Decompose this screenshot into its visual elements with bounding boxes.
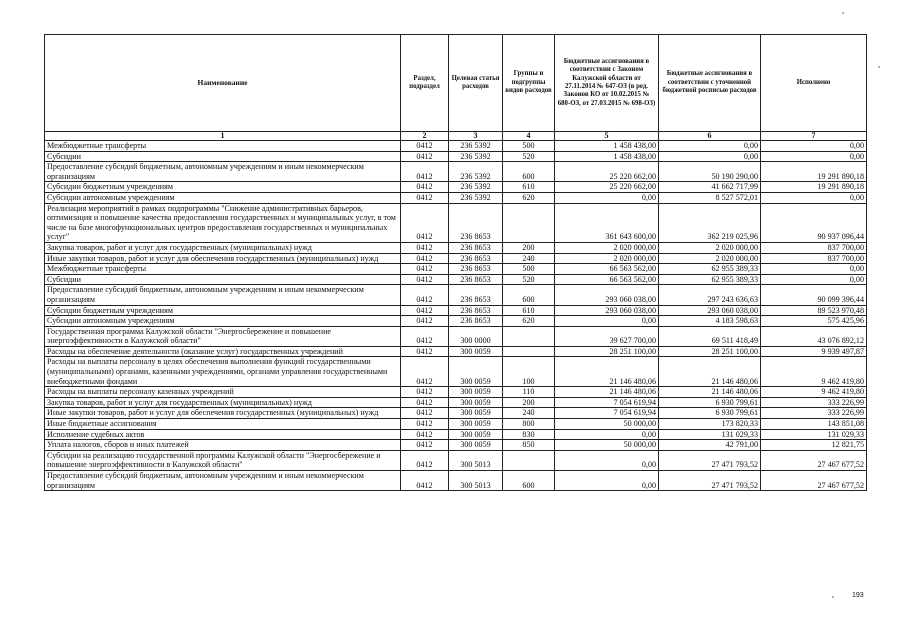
header-budget-refined: Бюджетные ассигнования в соответствии с уточненной бюджетной росписью расходов [659, 35, 761, 132]
row-execution: 27 467 677,52 [761, 471, 867, 491]
row-name: Субсидии бюджетным учреждениям [45, 182, 401, 193]
row-budget-law: 361 643 600,00 [555, 203, 659, 242]
row-name: Предоставление субсидий бюджетным, автономным учреждениям и иным некоммерческим организациям [45, 471, 401, 491]
row-execution: 9 939 497,87 [761, 346, 867, 357]
row-budget-law: 293 060 038,00 [555, 305, 659, 316]
row-name: Исполнение судебных актов [45, 429, 401, 440]
row-budget-refined: 28 251 100,00 [659, 346, 761, 357]
row-name: Закупка товаров, работ и услуг для государственных (муниципальных) нужд [45, 397, 401, 408]
row-name: Иные закупки товаров, работ и услуг для обеспечения государственных (муниципальных) нужд [45, 408, 401, 419]
row-target-article: 236 8653 [449, 274, 503, 285]
header-execution: Исполнено [761, 35, 867, 132]
row-name: Предоставление субсидий бюджетным, автономным учреждениям и иным некоммерческим организациям [45, 162, 401, 182]
row-budget-law: 1 458 438,00 [555, 141, 659, 152]
row-name: Закупка товаров, работ и услуг для государственных (муниципальных) нужд [45, 242, 401, 253]
row-budget-law: 21 146 480,06 [555, 387, 659, 398]
row-budget-refined: 62 955 389,33 [659, 274, 761, 285]
table-row [45, 203, 867, 242]
row-section: 0412 [401, 316, 449, 327]
row-section: 0412 [401, 326, 449, 346]
row-name: Субсидии автономным учреждениям [45, 192, 401, 203]
table-row [45, 471, 867, 491]
table-row [45, 162, 867, 182]
row-name: Расходы на обеспечение деятельности (оказание услуг) государственных учреждений [45, 346, 401, 357]
row-budget-law: 66 563 562,00 [555, 264, 659, 275]
row-execution: 575 425,96 [761, 316, 867, 327]
row-budget-refined: 4 183 598,63 [659, 316, 761, 327]
row-section: 0412 [401, 346, 449, 357]
row-budget-refined: 362 219 025,96 [659, 203, 761, 242]
row-budget-law: 0,00 [555, 316, 659, 327]
row-section: 0412 [401, 357, 449, 387]
row-expense-group: 240 [503, 253, 555, 264]
row-target-article: 300 0059 [449, 440, 503, 451]
row-expense-group: 100 [503, 357, 555, 387]
row-expense-group: 520 [503, 151, 555, 162]
row-section: 0412 [401, 203, 449, 242]
row-budget-law: 25 220 662,00 [555, 162, 659, 182]
row-section: 0412 [401, 471, 449, 491]
row-execution: 0,00 [761, 274, 867, 285]
row-budget-law: 39 627 700,00 [555, 326, 659, 346]
row-expense-group: 200 [503, 397, 555, 408]
row-target-article: 236 8653 [449, 264, 503, 275]
row-target-article: 236 8653 [449, 242, 503, 253]
row-budget-refined: 173 820,33 [659, 419, 761, 430]
row-name: Иные закупки товаров, работ и услуг для обеспечения государственных (муниципальных) нужд [45, 253, 401, 264]
table-row [45, 253, 867, 264]
row-budget-refined: 62 955 389,33 [659, 264, 761, 275]
header-budget-law: Бюджетные ассигнования в соответствии с Законом Калужской области от 27.11.2014 № 647-ОЗ (в ред. Законов КО от 10.02.2015 № 680-ОЗ, от 27.03.2015 № 698-ОЗ) [555, 35, 659, 132]
table-row [45, 408, 867, 419]
row-execution: 0,00 [761, 151, 867, 162]
row-name: Межбюджетные трансферты [45, 141, 401, 152]
row-execution: 19 291 890,18 [761, 162, 867, 182]
row-execution: 0,00 [761, 264, 867, 275]
row-section: 0412 [401, 440, 449, 451]
row-execution: 89 523 970,48 [761, 305, 867, 316]
row-budget-law: 2 020 000,00 [555, 253, 659, 264]
table-row [45, 440, 867, 451]
row-name: Субсидии [45, 274, 401, 285]
table-row [45, 192, 867, 203]
header-name: Наименование [45, 35, 401, 132]
row-expense-group: 600 [503, 285, 555, 305]
row-section: 0412 [401, 151, 449, 162]
row-target-article: 236 8653 [449, 285, 503, 305]
row-target-article: 300 0059 [449, 397, 503, 408]
table-row [45, 285, 867, 305]
table-body [45, 141, 867, 491]
column-number: 2 [401, 132, 449, 141]
row-name: Субсидии автономным учреждениям [45, 316, 401, 327]
row-expense-group: 600 [503, 471, 555, 491]
row-expense-group [503, 346, 555, 357]
row-section: 0412 [401, 192, 449, 203]
row-section: 0412 [401, 274, 449, 285]
row-target-article: 236 8653 [449, 316, 503, 327]
row-execution: 837 700,00 [761, 253, 867, 264]
row-target-article: 300 0059 [449, 429, 503, 440]
row-budget-refined: 293 060 038,00 [659, 305, 761, 316]
row-expense-group: 500 [503, 264, 555, 275]
row-name: Государственная программа Калужской области "Энергосбережение и повышение энергоэффективности в Калужской области" [45, 326, 401, 346]
row-expense-group: 610 [503, 182, 555, 193]
row-execution: 90 937 096,44 [761, 203, 867, 242]
table-row [45, 397, 867, 408]
row-target-article: 236 8653 [449, 253, 503, 264]
row-budget-refined: 41 662 717,99 [659, 182, 761, 193]
row-target-article: 300 0059 [449, 357, 503, 387]
row-target-article: 300 0059 [449, 408, 503, 419]
column-number: 4 [503, 132, 555, 141]
row-budget-law: 28 251 100,00 [555, 346, 659, 357]
row-name: Межбюджетные трансферты [45, 264, 401, 275]
row-budget-refined: 0,00 [659, 151, 761, 162]
table-row [45, 419, 867, 430]
column-number: 1 [45, 132, 401, 141]
table-row [45, 387, 867, 398]
row-name: Реализация мероприятий в рамках подпрограммы "Снижение административных барьеров, оптимизация и повышение качества предоставления государственных и муниципальных услуг, в том числе на базе многофункциональных центров предоставления государственных и муниципальных услуг" [45, 203, 401, 242]
row-budget-refined: 8 527 572,01 [659, 192, 761, 203]
table-row [45, 151, 867, 162]
row-target-article: 300 0059 [449, 387, 503, 398]
row-execution: 12 821,75 [761, 440, 867, 451]
row-execution: 9 462 419,80 [761, 357, 867, 387]
column-number: 7 [761, 132, 867, 141]
row-budget-refined: 69 511 418,49 [659, 326, 761, 346]
row-execution: 131 029,33 [761, 429, 867, 440]
column-number: 6 [659, 132, 761, 141]
row-budget-law: 0,00 [555, 429, 659, 440]
table-row [45, 316, 867, 327]
budget-table [44, 34, 867, 491]
row-section: 0412 [401, 182, 449, 193]
row-execution: 333 226,99 [761, 397, 867, 408]
row-section: 0412 [401, 419, 449, 430]
row-budget-law: 66 563 562,00 [555, 274, 659, 285]
row-budget-refined: 27 471 793,52 [659, 471, 761, 491]
row-budget-refined: 0,00 [659, 141, 761, 152]
row-target-article: 236 5392 [449, 162, 503, 182]
table-row [45, 264, 867, 275]
row-budget-refined: 6 930 799,61 [659, 397, 761, 408]
row-expense-group: 800 [503, 419, 555, 430]
row-name: Расходы на выплаты персоналу казенных учреждений [45, 387, 401, 398]
row-expense-group: 110 [503, 387, 555, 398]
row-section: 0412 [401, 162, 449, 182]
row-section: 0412 [401, 429, 449, 440]
row-expense-group: 520 [503, 274, 555, 285]
row-target-article: 236 5392 [449, 192, 503, 203]
row-execution: 90 099 396,44 [761, 285, 867, 305]
row-execution: 0,00 [761, 192, 867, 203]
column-number-row [45, 132, 867, 141]
row-expense-group [503, 450, 555, 470]
row-execution: 0,00 [761, 141, 867, 152]
column-number: 5 [555, 132, 659, 141]
row-section: 0412 [401, 264, 449, 275]
row-name: Предоставление субсидий бюджетным, автономным учреждениям и иным некоммерческим организациям [45, 285, 401, 305]
row-execution: 143 851,08 [761, 419, 867, 430]
row-budget-law: 25 220 662,00 [555, 182, 659, 193]
row-target-article: 236 5392 [449, 151, 503, 162]
row-budget-law: 0,00 [555, 450, 659, 470]
row-name: Уплата налогов, сборов и иных платежей [45, 440, 401, 451]
row-expense-group: 610 [503, 305, 555, 316]
row-target-article: 236 8653 [449, 305, 503, 316]
header-target-article: Целевая статья расходов [449, 35, 503, 132]
row-budget-law: 1 458 438,00 [555, 151, 659, 162]
row-expense-group [503, 326, 555, 346]
scan-speck [878, 66, 880, 68]
row-budget-refined: 21 146 480,06 [659, 387, 761, 398]
row-execution: 43 076 892,12 [761, 326, 867, 346]
row-budget-law: 0,00 [555, 192, 659, 203]
row-budget-refined: 131 029,33 [659, 429, 761, 440]
row-budget-refined: 2 020 000,00 [659, 242, 761, 253]
row-budget-law: 21 146 480,06 [555, 357, 659, 387]
row-section: 0412 [401, 387, 449, 398]
row-budget-refined: 50 190 290,00 [659, 162, 761, 182]
row-section: 0412 [401, 285, 449, 305]
table-row [45, 242, 867, 253]
row-execution: 19 291 890,18 [761, 182, 867, 193]
table-row [45, 450, 867, 470]
row-budget-refined: 27 471 793,52 [659, 450, 761, 470]
row-budget-refined: 21 146 480,06 [659, 357, 761, 387]
page-number: 193 [852, 592, 864, 599]
row-name: Расходы на выплаты персоналу в целях обеспечения выполнения функций государственными (муниципальными) органами, казенными учреждениями, органами управления государственными внебюджетными фондами [45, 357, 401, 387]
header-section: Раздел, подраздел [401, 35, 449, 132]
row-budget-law: 50 000,00 [555, 419, 659, 430]
row-target-article: 300 0059 [449, 346, 503, 357]
row-budget-refined: 6 930 799,61 [659, 408, 761, 419]
row-execution: 27 467 677,52 [761, 450, 867, 470]
row-expense-group: 620 [503, 316, 555, 327]
row-budget-refined: 2 020 000,00 [659, 253, 761, 264]
row-name: Иные бюджетные ассигнования [45, 419, 401, 430]
row-section: 0412 [401, 397, 449, 408]
row-execution: 9 462 419,80 [761, 387, 867, 398]
row-target-article: 236 5392 [449, 141, 503, 152]
header-groups: Группы и подгруппы видов расходов [503, 35, 555, 132]
row-section: 0412 [401, 305, 449, 316]
row-expense-group: 850 [503, 440, 555, 451]
row-name: Субсидии [45, 151, 401, 162]
row-target-article: 300 0059 [449, 419, 503, 430]
row-section: 0412 [401, 141, 449, 152]
row-budget-law: 0,00 [555, 471, 659, 491]
row-expense-group: 620 [503, 192, 555, 203]
row-budget-refined: 42 791,00 [659, 440, 761, 451]
row-expense-group: 830 [503, 429, 555, 440]
scan-speck [842, 12, 844, 14]
table-row [45, 141, 867, 152]
table-row [45, 274, 867, 285]
table-row [45, 429, 867, 440]
row-target-article: 300 5013 [449, 450, 503, 470]
row-expense-group [503, 203, 555, 242]
row-section: 0412 [401, 242, 449, 253]
table-row [45, 357, 867, 387]
row-section: 0412 [401, 253, 449, 264]
row-target-article: 300 0000 [449, 326, 503, 346]
row-expense-group: 600 [503, 162, 555, 182]
row-target-article: 300 5013 [449, 471, 503, 491]
row-name: Субсидии на реализацию государственной программы Калужской области "Энергосбережение и повышение энергоэффективности в Калужской области" [45, 450, 401, 470]
row-budget-refined: 297 243 636,63 [659, 285, 761, 305]
row-expense-group: 500 [503, 141, 555, 152]
table-row [45, 326, 867, 346]
row-budget-law: 2 020 000,00 [555, 242, 659, 253]
row-section: 0412 [401, 450, 449, 470]
column-number: 3 [449, 132, 503, 141]
row-target-article: 236 5392 [449, 182, 503, 193]
row-expense-group: 240 [503, 408, 555, 419]
row-name: Субсидии бюджетным учреждениям [45, 305, 401, 316]
scan-speck [832, 596, 834, 598]
row-budget-law: 50 000,00 [555, 440, 659, 451]
table-row [45, 305, 867, 316]
row-target-article: 236 8653 [449, 203, 503, 242]
table-header-row [45, 35, 867, 132]
table-row [45, 182, 867, 193]
row-execution: 333 226,99 [761, 408, 867, 419]
row-execution: 837 700,00 [761, 242, 867, 253]
table-row [45, 346, 867, 357]
row-expense-group: 200 [503, 242, 555, 253]
row-budget-law: 7 054 619,94 [555, 408, 659, 419]
row-budget-law: 293 060 038,00 [555, 285, 659, 305]
row-budget-law: 7 054 619,94 [555, 397, 659, 408]
row-section: 0412 [401, 408, 449, 419]
